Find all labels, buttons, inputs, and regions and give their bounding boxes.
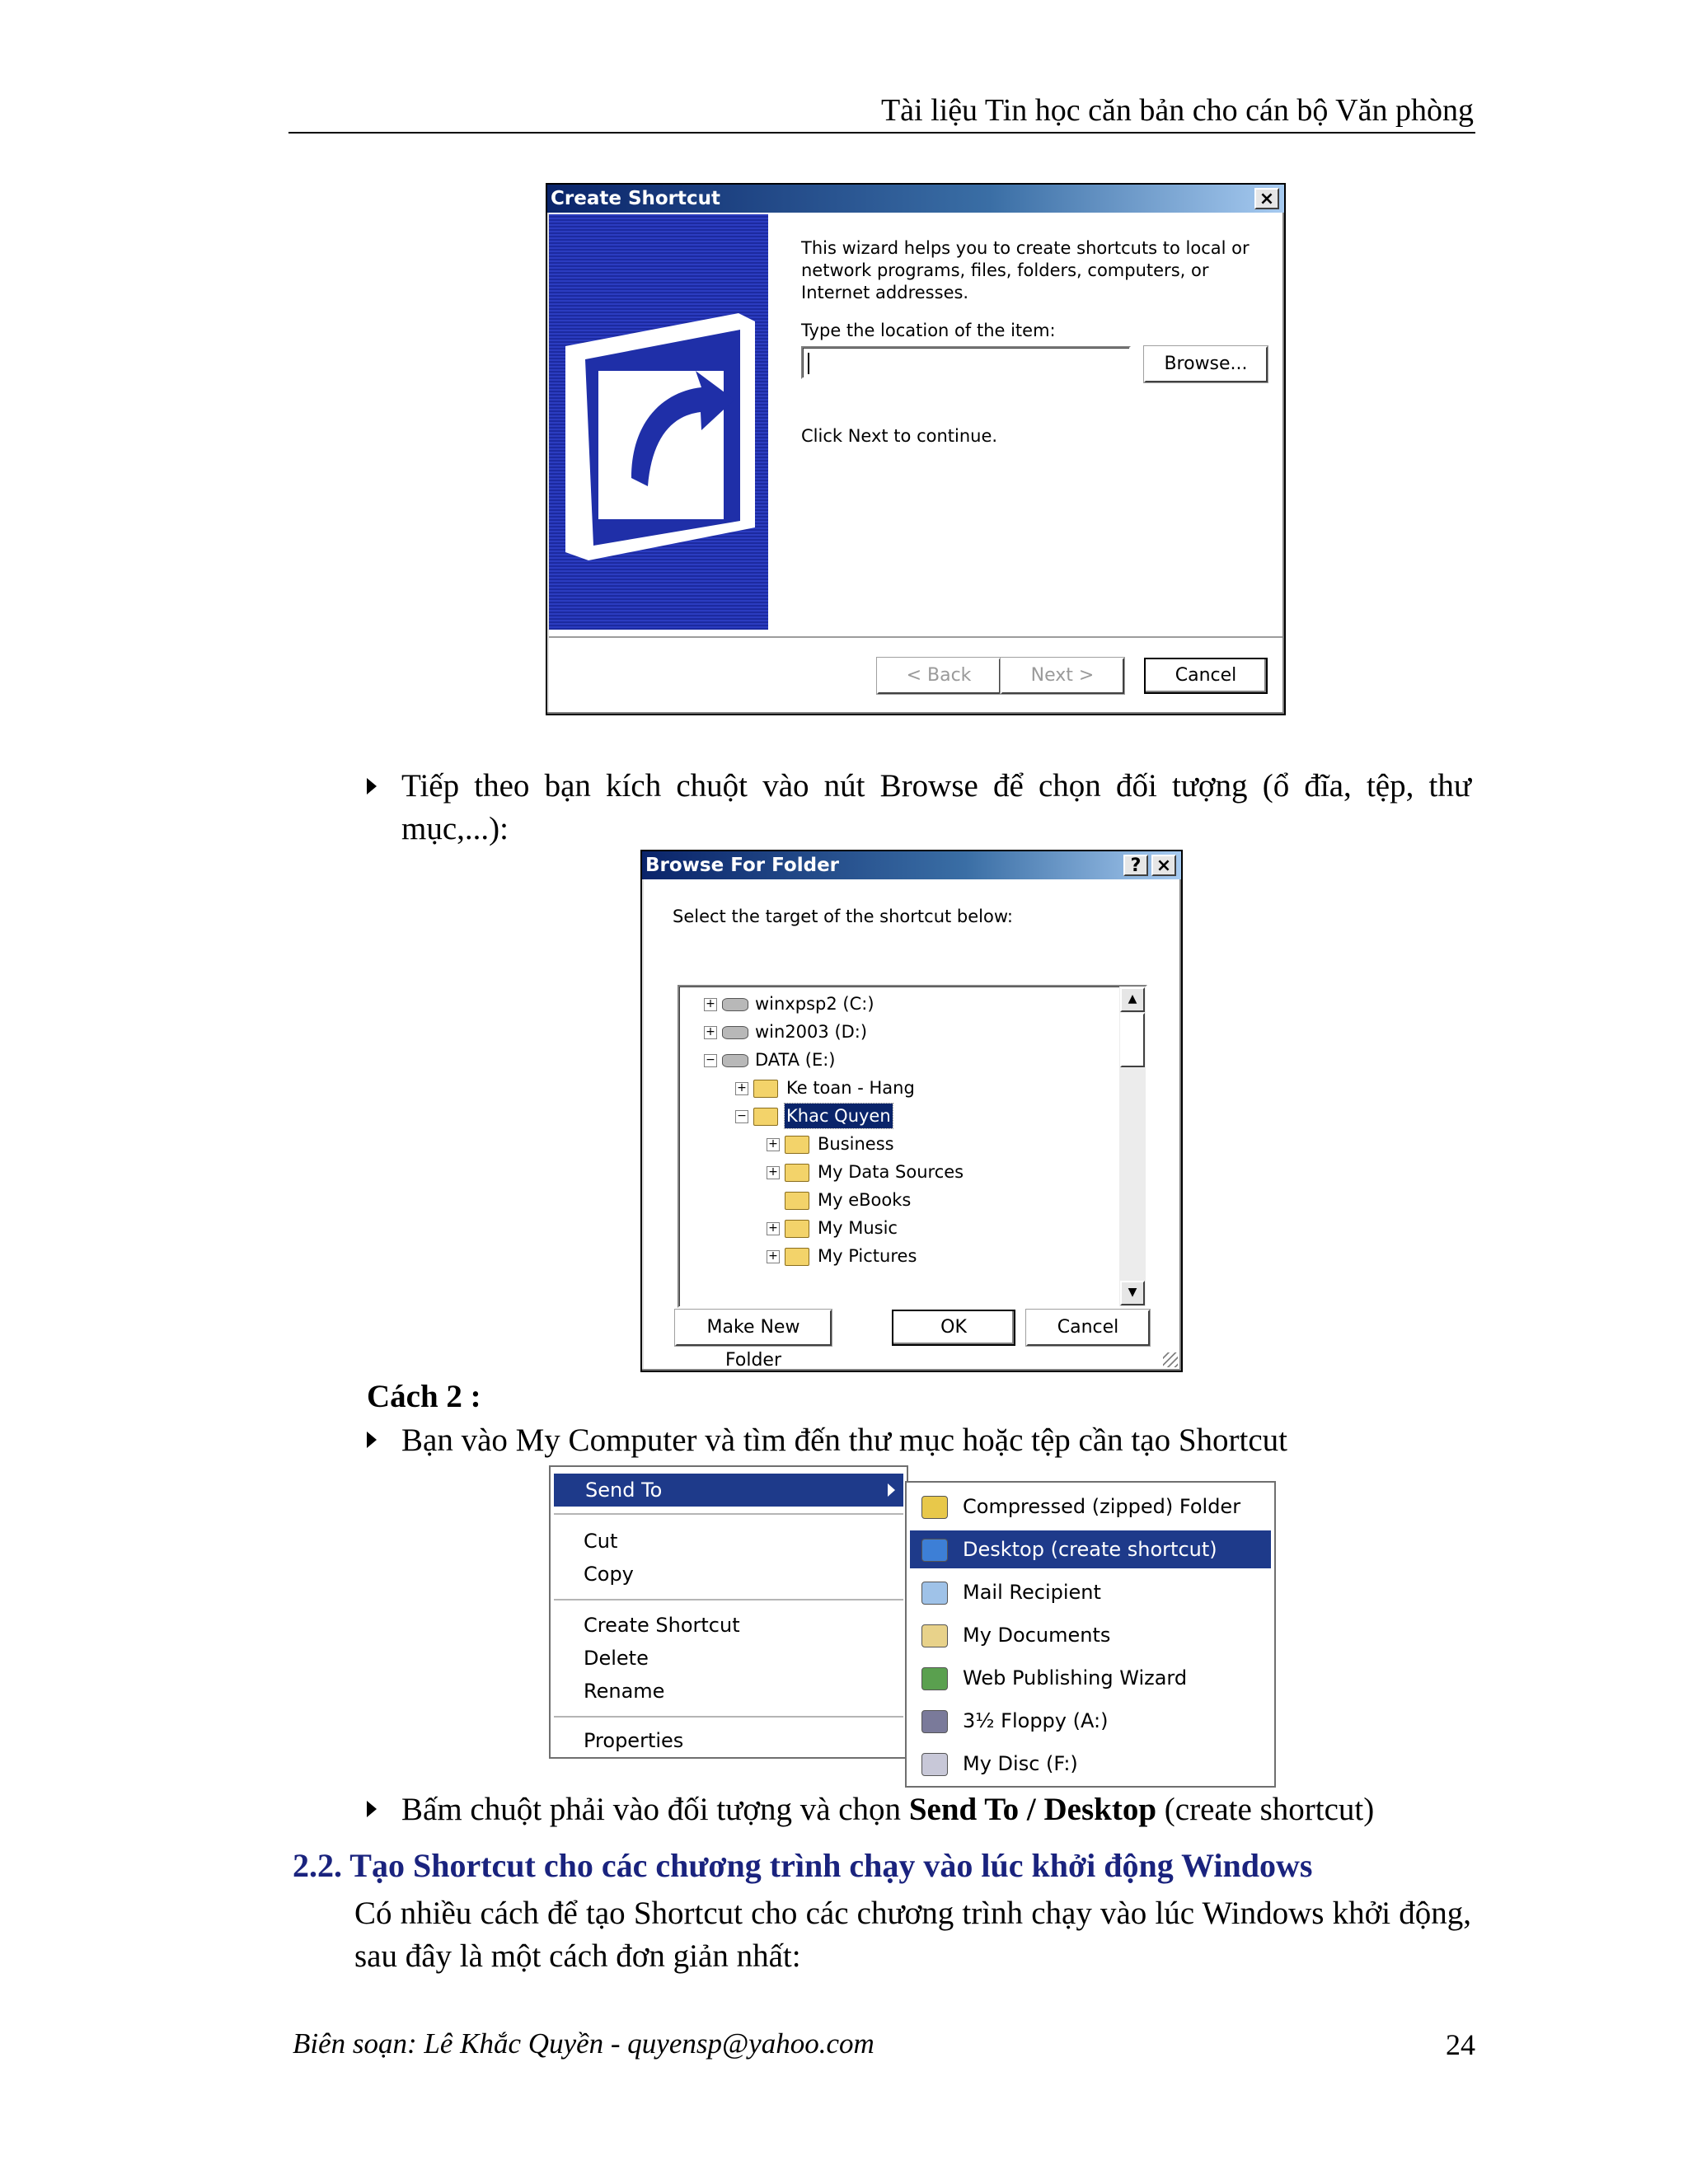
menu-item-copy[interactable]: Copy	[584, 1563, 634, 1586]
globe-icon	[921, 1667, 948, 1690]
tree-item-label: win2003 (D:)	[755, 1022, 868, 1042]
tree-item-label: My eBooks	[818, 1190, 912, 1210]
desktop-icon	[921, 1539, 948, 1562]
dialog-title: Browse For Folder	[645, 855, 840, 876]
scroll-up-button[interactable]	[1120, 987, 1145, 1012]
tree-item[interactable]	[679, 1130, 1116, 1158]
send-to-submenu	[905, 1481, 1276, 1788]
tree-item-label: DATA (E:)	[755, 1050, 836, 1070]
drive-icon	[722, 1026, 748, 1039]
create-shortcut-titlebar	[547, 185, 1284, 213]
tree-scrollbar[interactable]	[1119, 987, 1146, 1306]
tree-item[interactable]	[679, 1242, 1116, 1270]
tree-item-label: My Pictures	[818, 1246, 917, 1266]
tree-item[interactable]	[679, 1046, 1116, 1074]
my-documents-icon	[921, 1624, 948, 1647]
folder-icon	[785, 1192, 809, 1210]
send-to-item-label: My Documents	[963, 1624, 1111, 1647]
submenu-arrow-icon	[888, 1483, 895, 1497]
bullet-send-to-text	[401, 1788, 1374, 1831]
text-cursor	[808, 353, 809, 374]
send-to-item[interactable]	[910, 1702, 1271, 1740]
cancel-button[interactable]: Cancel	[1026, 1310, 1150, 1346]
chevron-down-icon: ▼	[1128, 1286, 1137, 1299]
menu-item-create-shortcut[interactable]: Create Shortcut	[584, 1614, 740, 1637]
folder-icon	[753, 1080, 778, 1098]
send-to-item[interactable]	[910, 1488, 1271, 1526]
bullet-send-to-prefix: Bấm chuột phải vào đối tượng và chọn	[401, 1792, 909, 1827]
send-to-item-label: Compressed (zipped) Folder	[963, 1495, 1241, 1518]
tree-item[interactable]	[679, 990, 1116, 1018]
next-hint: Click Next to continue.	[801, 426, 998, 446]
tree-item[interactable]	[679, 1158, 1116, 1186]
cancel-button[interactable]: Cancel	[1144, 658, 1268, 694]
folder-icon	[785, 1164, 809, 1182]
expand-icon[interactable]: +	[704, 998, 717, 1011]
menu-item-send-to[interactable]	[554, 1474, 903, 1507]
expand-icon[interactable]: +	[767, 1138, 780, 1151]
method-2-label: Cách 2 :	[367, 1379, 481, 1414]
tree-item[interactable]	[679, 1102, 1116, 1130]
expand-icon[interactable]: +	[735, 1082, 748, 1095]
menu-separator	[554, 1513, 903, 1515]
floppy-icon	[921, 1710, 948, 1733]
bullet-send-to-bold: Send To / Desktop	[908, 1792, 1157, 1827]
section-heading: 2.2. Tạo Shortcut cho các chương trình chạy vào lúc khởi động Windows	[293, 1847, 1313, 1884]
dialog-title: Create Shortcut	[551, 188, 721, 209]
shortcut-arrow-icon	[549, 214, 768, 630]
expand-icon[interactable]: +	[767, 1222, 780, 1235]
tree-item[interactable]	[679, 1018, 1116, 1046]
folder-icon	[785, 1248, 809, 1266]
drive-icon	[722, 998, 748, 1011]
folder-icon	[785, 1220, 809, 1238]
back-button[interactable]: < Back	[877, 658, 1001, 694]
tree-item-label: Business	[818, 1134, 894, 1154]
collapse-icon[interactable]: −	[735, 1110, 748, 1123]
help-button[interactable]	[1123, 855, 1148, 876]
collapse-icon[interactable]: −	[704, 1054, 717, 1067]
section-paragraph: Có nhiều cách để tạo Shortcut cho các chương trình chạy vào lúc Windows khởi động, sau đây là một cách đơn giản nhất:	[354, 1896, 1471, 1974]
menu-separator	[554, 1599, 903, 1601]
next-button[interactable]: Next >	[1001, 658, 1124, 694]
location-label: Type the location of the item:	[801, 321, 1056, 340]
mail-icon	[921, 1582, 948, 1605]
send-to-item-label: Desktop (create shortcut)	[963, 1538, 1217, 1561]
send-to-item-label: 3½ Floppy (A:)	[963, 1709, 1109, 1732]
close-button[interactable]	[1151, 855, 1176, 876]
bullet-send-to-suffix: (create shortcut)	[1156, 1792, 1375, 1827]
tree-item[interactable]	[679, 1074, 1116, 1102]
close-icon: ×	[1156, 855, 1172, 876]
menu-item-rename[interactable]: Rename	[584, 1680, 665, 1703]
menu-item-delete[interactable]: Delete	[584, 1647, 649, 1670]
send-to-item[interactable]	[910, 1573, 1271, 1611]
chevron-up-icon: ▲	[1128, 992, 1137, 1005]
send-to-item-label: Mail Recipient	[963, 1581, 1101, 1604]
header-divider	[288, 132, 1475, 134]
tree-item[interactable]	[679, 1186, 1116, 1214]
page-number: 24	[1446, 2028, 1475, 2061]
menu-item-label: Send To	[585, 1479, 663, 1502]
tree-item-label: Ke toan - Hang	[786, 1078, 915, 1098]
close-button[interactable]	[1254, 188, 1279, 209]
expand-icon[interactable]: +	[767, 1250, 780, 1263]
tree-item-label: winxpsp2 (C:)	[755, 994, 874, 1014]
folder-tree[interactable]	[678, 985, 1147, 1308]
cd-icon	[921, 1753, 948, 1776]
footer-author: Biên soạn: Lê Khắc Quyền - quyensp@yahoo.com	[293, 2027, 874, 2060]
tree-item-label: My Music	[818, 1218, 898, 1238]
browse-for-folder-dialog	[640, 850, 1183, 1372]
dialog-footer-divider	[549, 636, 1282, 638]
menu-item-properties[interactable]: Properties	[584, 1729, 684, 1752]
wizard-intro: This wizard helps you to create shortcuts to local or network programs, files, folders, computers, or Internet addresses.	[801, 238, 1250, 302]
tree-item[interactable]	[679, 1214, 1116, 1242]
expand-icon[interactable]: +	[704, 1026, 717, 1039]
browse-button[interactable]: Browse...	[1144, 346, 1268, 382]
folder-icon	[753, 1108, 778, 1126]
zip-folder-icon	[921, 1496, 948, 1519]
tree-item-label: Khac Quyen	[785, 1104, 893, 1128]
bullet-marker	[367, 1432, 377, 1448]
menu-separator	[554, 1716, 903, 1718]
browse-instruction: Select the target of the shortcut below:	[673, 907, 1013, 926]
send-to-item[interactable]	[910, 1659, 1271, 1697]
close-icon: ×	[1259, 189, 1275, 209]
bullet-my-computer-text: Bạn vào My Computer và tìm đến thư mục hoặc tệp cần tạo Shortcut	[401, 1422, 1287, 1458]
send-to-item[interactable]	[910, 1530, 1271, 1568]
location-input[interactable]	[801, 346, 1131, 379]
browse-titlebar	[642, 851, 1181, 879]
wizard-banner	[549, 214, 768, 630]
create-shortcut-dialog	[546, 183, 1286, 715]
send-to-item-label: Web Publishing Wizard	[963, 1666, 1188, 1690]
bullet-browse-text: Tiếp theo bạn kích chuột vào nút Browse để chọn đối tượng (ổ đĩa, tệp, thư mục,...):	[401, 768, 1471, 846]
context-menu	[549, 1465, 908, 1759]
bullet-marker	[367, 1801, 377, 1817]
page-header-title: Tài liệu Tin học căn bản cho cán bộ Văn phòng	[880, 93, 1474, 128]
scroll-down-button[interactable]	[1120, 1281, 1145, 1305]
bullet-marker	[367, 778, 377, 794]
make-new-folder-button[interactable]: Make New Folder	[675, 1310, 832, 1346]
folder-icon	[785, 1136, 809, 1154]
tree-item-label: My Data Sources	[818, 1162, 964, 1182]
ok-button[interactable]: OK	[892, 1310, 1015, 1346]
help-icon: ?	[1130, 855, 1142, 876]
menu-item-cut[interactable]: Cut	[584, 1530, 618, 1553]
send-to-item-label: My Disc (F:)	[963, 1752, 1078, 1775]
resize-grip-icon[interactable]	[1163, 1352, 1178, 1367]
drive-icon	[722, 1054, 748, 1067]
send-to-item[interactable]	[910, 1616, 1271, 1654]
scroll-thumb[interactable]	[1120, 1013, 1145, 1067]
expand-icon[interactable]: +	[767, 1166, 780, 1179]
send-to-item[interactable]	[910, 1745, 1271, 1783]
